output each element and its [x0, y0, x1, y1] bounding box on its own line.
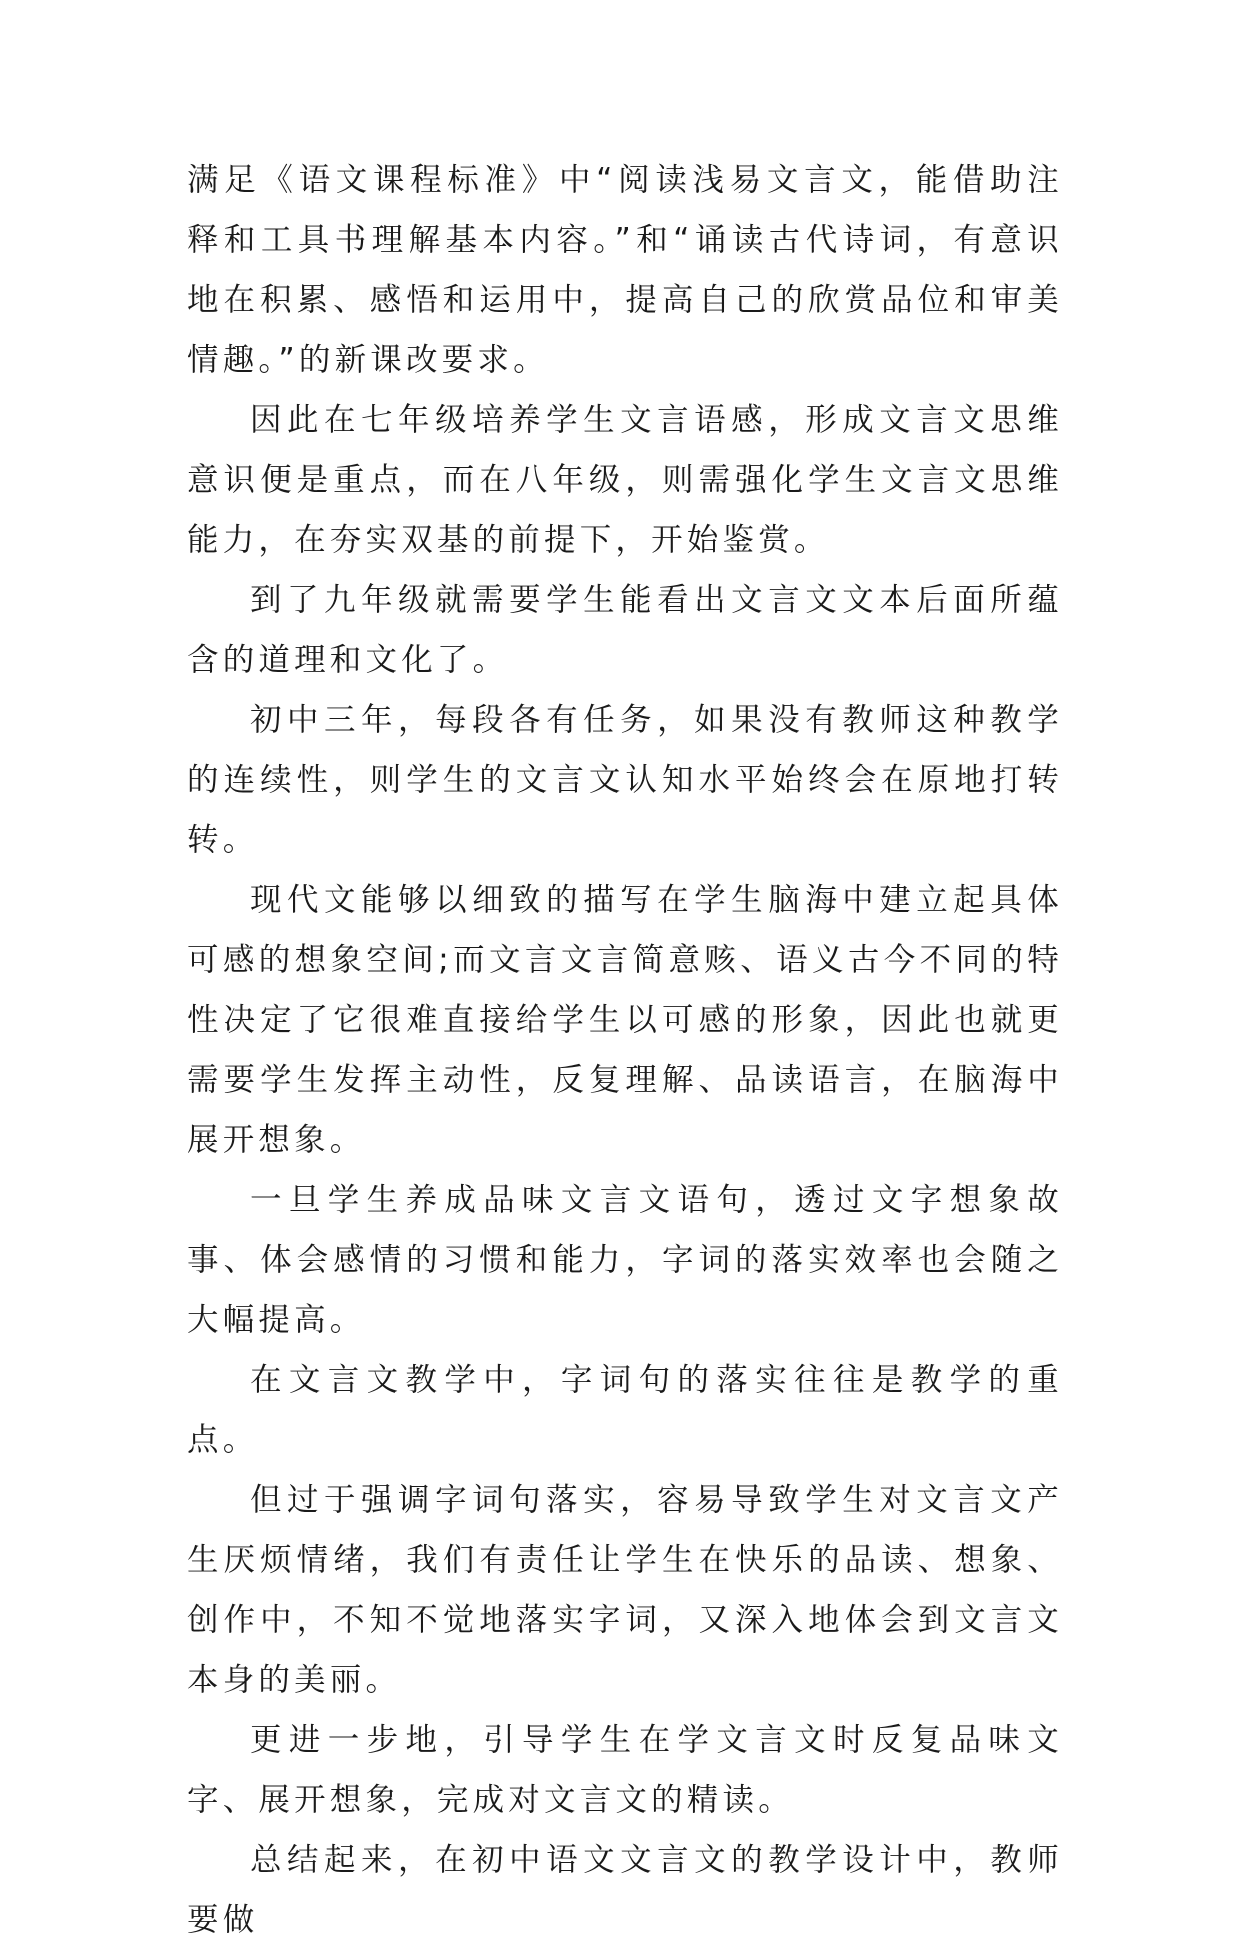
paragraph-6: 一旦学生养成品味文言文语句，透过文字想象故事、体会感情的习惯和能力，字词的落实效率也会随之大幅提高。 — [187, 1182, 1063, 1338]
paragraph-10: 总结起来，在初中语文文言文的教学设计中，教师要做 — [187, 1842, 1063, 1938]
document-body — [187, 150, 1063, 1950]
paragraph-5: 现代文能够以细致的描写在学生脑海中建立起具体可感的想象空间;而文言文言简意赅、语义古今不同的特性决定了它很难直接给学生以可感的形象，因此也就更需要学生发挥主动性，反复理解、品读语言，在脑海中展开想象。 — [187, 882, 1063, 1158]
paragraph-7: 在文言文教学中，字词句的落实往往是教学的重点。 — [187, 1362, 1063, 1458]
paragraph-4: 初中三年，每段各有任务，如果没有教师这种教学的连续性，则学生的文言文认知水平始终会在原地打转转。 — [187, 702, 1063, 858]
paragraph-1: 满足《语文课程标准》中“阅读浅易文言文，能借助注释和工具书理解基本内容。”和“诵读古代诗词，有意识地在积累、感悟和运用中，提高自己的欣赏品位和审美情趣。”的新课改要求。 — [187, 162, 1063, 378]
paragraph-9: 更进一步地，引导学生在学文言文时反复品味文字、展开想象，完成对文言文的精读。 — [187, 1722, 1063, 1818]
paragraph-3: 到了九年级就需要学生能看出文言文文本后面所蕴含的道理和文化了。 — [187, 582, 1063, 678]
paragraph-2: 因此在七年级培养学生文言语感，形成文言文思维意识便是重点，而在八年级，则需强化学生文言文思维能力，在夯实双基的前提下，开始鉴赏。 — [187, 402, 1063, 558]
paragraph-8: 但过于强调字词句落实，容易导致学生对文言文产生厌烦情绪，我们有责任让学生在快乐的品读、想象、创作中，不知不觉地落实字词，又深入地体会到文言文本身的美丽。 — [187, 1482, 1063, 1698]
